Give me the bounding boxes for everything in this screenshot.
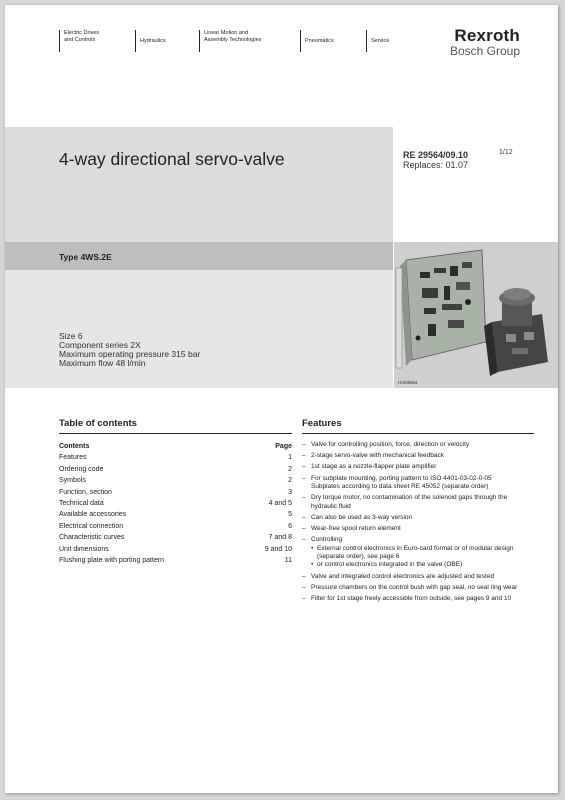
- feature-item: [302, 514, 534, 522]
- feature-subitem: [311, 561, 534, 569]
- toc-header-page: Page: [275, 443, 292, 450]
- nav-item-line: Electric Drives: [64, 30, 100, 36]
- nav-item-line: and Controls: [64, 37, 96, 43]
- toc-header-label: Contents: [59, 443, 90, 450]
- spec-line: Maximum flow 48 l/min: [59, 358, 146, 368]
- document-reference: [403, 150, 468, 170]
- feature-text: Dry torque motor, no contamination of the solenoid gaps through the hydraulic fluid: [311, 494, 508, 510]
- feature-extra: Subplates according to data sheet RE 45052 (separate order): [311, 483, 489, 491]
- header-nav: [5, 30, 435, 54]
- dash-bullet: –: [302, 536, 306, 544]
- nav-item-electric-drives[interactable]: [59, 30, 99, 52]
- photo-code: HAD5564: [398, 380, 418, 385]
- spec-line: Size 6: [59, 331, 83, 341]
- toc-label: Technical data: [59, 499, 104, 507]
- feature-text: Controlling: [311, 536, 343, 544]
- toc-page: 9 and 10: [264, 545, 292, 553]
- feature-subtext: or control electronics integrated in the valve (OBE): [317, 561, 463, 569]
- table-of-contents: [59, 441, 292, 566]
- reference-number: RE 29564/09.10: [403, 150, 469, 160]
- toc-label: Available accessories: [59, 511, 127, 519]
- toc-page: 2: [288, 465, 292, 473]
- product-photo: [394, 242, 558, 388]
- toc-page: 4 and 5: [268, 499, 292, 507]
- feature-item: [302, 494, 534, 511]
- toc-header-row: [59, 441, 292, 452]
- dash-bullet: –: [302, 513, 306, 521]
- toc-page: 3: [288, 488, 292, 496]
- nav-item-line: Pneumatics: [305, 38, 334, 44]
- dash-bullet: –: [302, 452, 306, 460]
- dash-bullet: –: [302, 494, 306, 502]
- document-page: [5, 5, 558, 793]
- brand-logo: [450, 27, 520, 58]
- toc-row[interactable]: [59, 475, 292, 486]
- nav-item-pneumatics[interactable]: [300, 30, 334, 52]
- feature-item: [302, 463, 534, 471]
- toc-row[interactable]: [59, 544, 292, 555]
- toc-label: Features: [59, 454, 87, 462]
- dot-bullet: •: [311, 561, 314, 569]
- product-type: Type 4WS.2E: [59, 252, 112, 262]
- replaces-note: Replaces: 01.07: [403, 160, 469, 170]
- spec-line: Component series 2X: [59, 340, 141, 350]
- feature-text: Filter for 1st stage freely accessible from outside, see pages 9 and 10: [311, 595, 512, 603]
- feature-text: 1st stage as a nozzle-flapper plate amplifier: [311, 463, 437, 471]
- feature-item: [302, 452, 534, 460]
- feature-item: [302, 584, 534, 592]
- dash-bullet: –: [302, 583, 306, 591]
- toc-row[interactable]: [59, 555, 292, 566]
- toc-row[interactable]: [59, 452, 292, 463]
- toc-label: Flushing plate with porting pattern: [59, 556, 165, 564]
- dash-bullet: –: [302, 474, 306, 482]
- toc-label: Ordering code: [59, 465, 104, 473]
- toc-label: Symbols: [59, 477, 86, 485]
- feature-text: 2-stage servo-valve with mechanical feedback: [311, 452, 444, 460]
- toc-label: Unit dimensions: [59, 545, 109, 553]
- spec-band: [5, 270, 393, 388]
- feature-item: [302, 573, 534, 581]
- feature-text: Can also be used as 3-way version: [311, 513, 413, 521]
- toc-row[interactable]: [59, 509, 292, 520]
- feature-item: [302, 595, 534, 603]
- toc-row[interactable]: [59, 464, 292, 475]
- feature-text: Valve and integrated control electronics are adjusted and tested: [311, 572, 495, 580]
- toc-page: 6: [288, 522, 292, 530]
- toc-page: 1: [288, 454, 292, 462]
- product-specs: [59, 332, 200, 368]
- toc-row[interactable]: [59, 498, 292, 509]
- feature-item: [302, 525, 534, 533]
- toc-row[interactable]: [59, 521, 292, 532]
- feature-text: Wear-free spool return element: [311, 525, 401, 533]
- nav-item-line: Assembly Technologies: [204, 37, 262, 43]
- feature-item: [302, 536, 534, 570]
- feature-subitem: [311, 545, 534, 562]
- toc-label: Characteristic curves: [59, 534, 125, 542]
- nav-item-hydraulics[interactable]: [135, 30, 166, 52]
- toc-page: 7 and 8: [268, 534, 292, 542]
- brand-name: Rexroth: [454, 26, 520, 45]
- dot-bullet: •: [311, 544, 314, 552]
- servo-valve-photo: [394, 242, 558, 388]
- toc-title: Table of contents: [59, 418, 292, 434]
- features-list: [302, 441, 534, 606]
- toc-row[interactable]: [59, 532, 292, 543]
- nav-item-line: Service: [371, 38, 390, 44]
- dash-bullet: –: [302, 441, 306, 448]
- toc-page: 2: [288, 477, 292, 485]
- page-number: 1/12: [499, 149, 513, 156]
- features-title: Features: [302, 418, 534, 434]
- nav-item-service[interactable]: [366, 30, 389, 52]
- nav-item-linear-motion[interactable]: [199, 30, 261, 52]
- dash-bullet: –: [302, 463, 306, 471]
- feature-text: For subplate mounting, porting pattern to ISO 4401-03-02-0-05: [311, 474, 492, 482]
- dash-bullet: –: [302, 595, 306, 603]
- spec-line: Maximum operating pressure 315 bar: [59, 349, 201, 359]
- toc-page: 5: [288, 511, 292, 519]
- feature-item: [302, 441, 534, 449]
- nav-item-line: Linear Motion and: [204, 30, 249, 36]
- toc-row[interactable]: [59, 487, 292, 498]
- toc-label: Function, section: [59, 488, 112, 496]
- title-band: [5, 127, 393, 242]
- dash-bullet: –: [302, 572, 306, 580]
- feature-subtext: External control electronics in Euro-card format or of modular design (separate order), see page 6: [317, 544, 514, 561]
- feature-text: Valve for controlling position, force, direction or velocity: [311, 441, 470, 448]
- toc-label: Electrical connection: [59, 522, 124, 530]
- document-title: 4-way directional servo-valve: [59, 149, 285, 169]
- feature-text: Pressure chambers on the control bush with gap seal, no seal ring wear: [311, 583, 518, 591]
- feature-item: [302, 475, 534, 492]
- dash-bullet: –: [302, 525, 306, 533]
- nav-item-line: Hydraulics: [140, 38, 166, 44]
- brand-subtitle: Bosch Group: [449, 44, 520, 58]
- toc-page: 11: [284, 556, 292, 564]
